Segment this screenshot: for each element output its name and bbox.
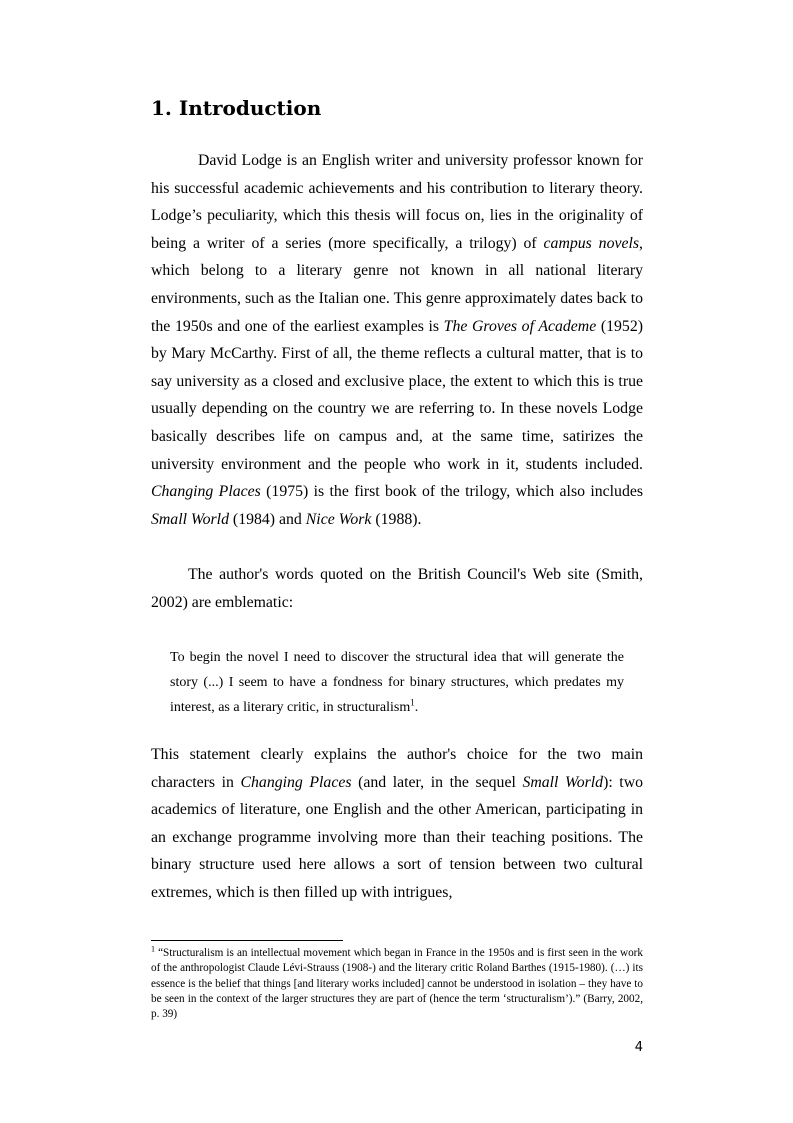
text-run: (1975) is the first book of the trilogy, which also includes [260,483,643,501]
text-run: , which belong to a literary genre not known in all national literary environments, such as the Italian one. This genre approximately dates back to the 1950s and one of the earliest examples is [151,234,643,335]
footnote-separator [151,940,343,941]
analysis-paragraph [151,741,643,907]
text-run: (1984) and [228,510,306,528]
book-title: Changing Places [151,483,261,501]
italic-term: campus novels [543,234,640,252]
book-title: Small World [522,773,604,791]
page-number: 4 [634,1040,643,1055]
book-title: Changing Places [240,773,352,791]
book-title: The Groves of Academe [443,317,597,335]
blockquote [170,645,624,720]
section-heading: 1. Introduction [151,96,322,120]
text-run: ): two academics of literature, one English and the other American, participating in an exchange programme involving more than their teaching positions. The binary structure used here allows a sort of tension between two cultural extremes, which is then filled up with intrigues, [151,773,643,901]
text-run: (1952) by Mary McCarthy. First of all, the theme reflects a cultural matter, that is to say university as a closed and exclusive place, the extent to which this is true usually depending on the country we are referring to. In these novels Lodge basically describes life on campus and, at the same time, satirizes the university environment and the people who work in it, students included. [151,317,643,473]
quote-text: To begin the novel I need to discover the structural idea that will generate the story (...) I seem to have a fondness for binary structures, which predates my interest, as a literary critic, in structuralism [170,650,624,715]
text-run: This statement clearly explains the author's choice for the two main characters in [151,746,643,791]
intro-paragraph [151,147,643,533]
quote-intro-paragraph: The author's words quoted on the British Council's Web site (Smith, 2002) are emblematic: [151,566,643,611]
footnote [151,946,643,1022]
text-run: (1988). [371,510,422,528]
footnote-text: “Structuralism is an intellectual movement which began in France in the 1950s and is first seen in the work of the anthropologist Claude Lévi-Strauss (1908-) and the literary critic Roland Barthes (1915-1980). (…) its essence is the belief that things [and literary works included] cannot be understood in isolation – they have to be seen in the context of the larger structures they are part of (hence the term ‘structuralism’).” (Barry, 2002, p. 39) [151,947,643,1021]
quote-end: . [414,700,419,715]
footnote-number: 1 [151,944,155,954]
book-title: Small World [151,510,229,528]
text-run: David Lodge is an English writer and university professor known for his successful academic achievements and his contribution to literary theory. Lodge’s peculiarity, which this thesis will focus on, lies in the originality of being a writer of a series (more specifically, a trilogy) of [151,152,643,252]
text-run: (and later, in the sequel [351,773,523,791]
footnote-reference[interactable]: 1 [410,697,415,708]
book-title: Nice Work [305,510,372,528]
